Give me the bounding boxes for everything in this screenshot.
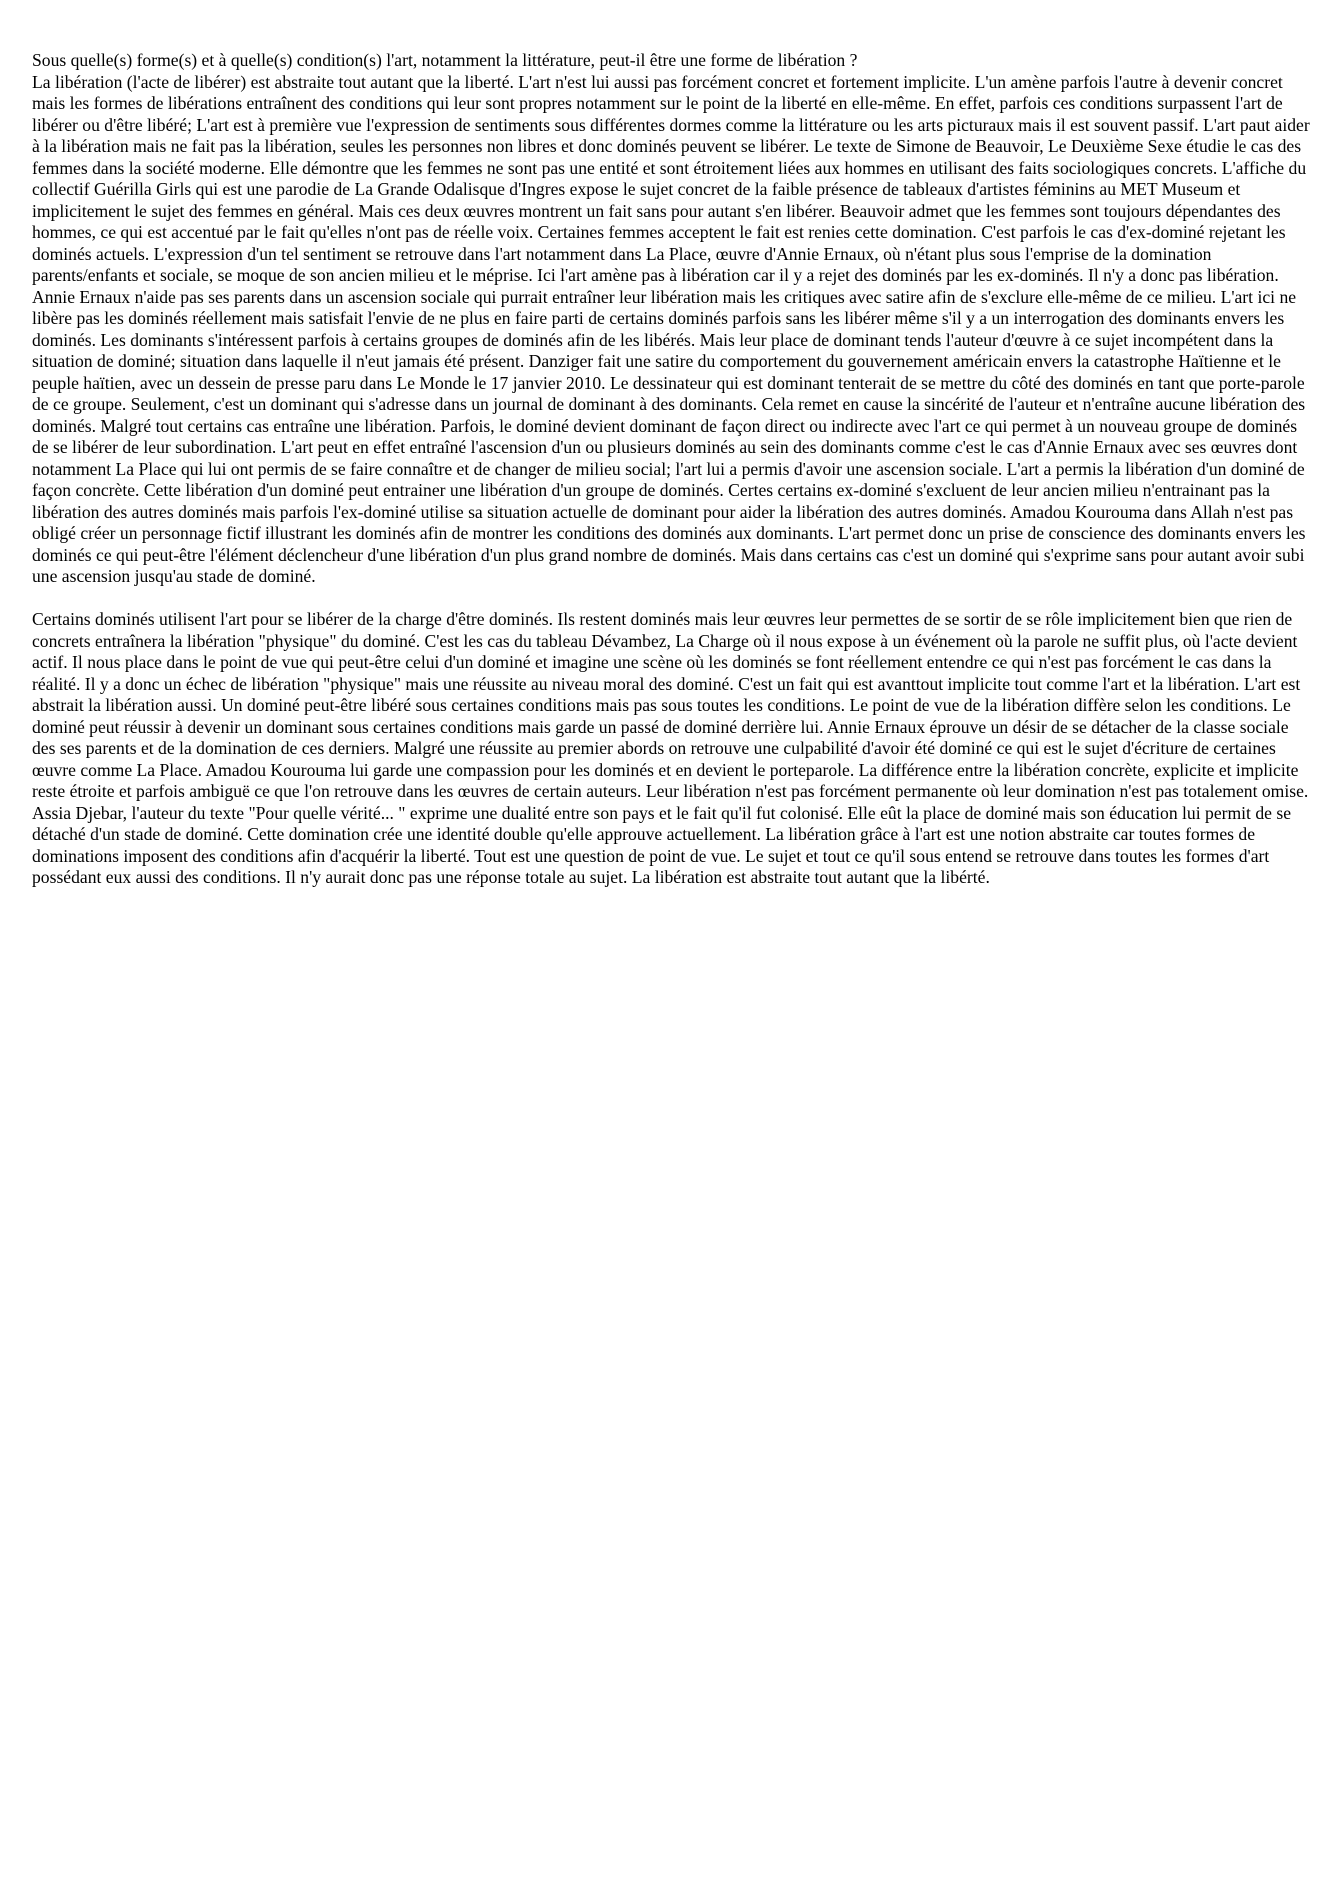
- essay-paragraph-1: La libération (l'acte de libérer) est abstraite tout autant que la liberté. L'art n'est lui aussi pas forcément concret et fortement implicite. L'un amène parfois l'autre à devenir concret mais les formes de libérations entraînent des conditions qui leur sont propres notamment sur le point de la liberté en elle-même. En effet, parfois ces conditions surpassent l'art de libérer ou d'être libéré; L'art est à première vue l'expression de sentiments sous différentes dormes comme la littérature ou les arts picturaux mais il est souvent passif. L'art paut aider à la libération mais ne fait pas la libération, seules les personnes non libres et donc dominés peuvent se libérer. Le texte de Simone de Beauvoir, Le Deuxième Sexe étudie le cas des femmes dans la société moderne. Elle démontre que les femmes ne sont pas une entité et sont étroitement liées aux hommes en utilisant des faits sociologiques concrets. L'affiche du collectif Guérilla Girls qui est une parodie de La Grande Odalisque d'Ingres expose le sujet concret de la faible présence de tableaux d'artistes féminins au MET Museum et implicitement le sujet des femmes en général. Mais ces deux œuvres montrent un fait sans pour autant s'en libérer. Beauvoir admet que les femmes sont toujours dépendantes des hommes, ce qui est accentué par le fait qu'elles n'ont pas de réelle voix. Certaines femmes acceptent le fait est renies cette domination. C'est parfois le cas d'ex-dominé rejetant les dominés actuels. L'expression d'un tel sentiment se retrouve dans l'art notamment dans La Place, œuvre d'Annie Ernaux, où n'étant plus sous l'emprise de la domination parents/enfants et sociale, se moque de son ancien milieu et le méprise. Ici l'art amène pas à libération car il y a rejet des dominés par les ex-dominés. Il n'y a donc pas libération. Annie Ernaux n'aide pas ses parents dans un ascension sociale qui purrait entraîner leur libération mais les critiques avec satire afin de s'exclure elle-même de ce milieu. L'art ici ne libère pas les dominés réellement mais satisfait l'envie de ne plus en faire parti de certains dominés parfois sans les libérer même s'il y a un interrogation des dominants envers les dominés. Les dominants s'intéressent parfois à certains groupes de dominés afin de les libérés. Mais leur place de dominant tends l'auteur d'œuvre à ce sujet incompétent dans la situation de dominé; situation dans laquelle il n'eut jamais été présent. Danziger fait une satire du comportement du gouvernement américain envers la catastrophe Haïtienne et le peuple haïtien, avec un dessein de presse paru dans Le Monde le 17 janvier 2010. Le dessinateur qui est dominant tenterait de se mettre du côté des dominés en tant que porte-parole de ce groupe. Seulement, c'est un dominant qui s'adresse dans un journal de dominant à des dominants. Cela remet en cause la sincérité de l'auteur et n'entraîne aucune libération des dominés. Malgré tout certains cas entraîne une libération. Parfois, le dominé devient dominant de façon direct ou indirecte avec l'art ce qui permet à un nouveau groupe de dominés de se libérer de leur subordination. L'art peut en effet entraîné l'ascension d'un ou plusieurs dominés au sein des dominants comme c'est le cas d'Annie Ernaux avec ses œuvres dont notamment La Place qui lui ont permis de se faire connaître et de changer de milieu social; l'art lui a permis d'avoir une ascension sociale. L'art a permis la libération d'un dominé de façon concrète. Cette libération d'un dominé peut entrainer une libération d'un groupe de dominés. Certes certains ex-dominé s'excluent de leur ancien milieu n'entrainant pas la libération des autres dominés mais parfois l'ex-dominé utilise sa situation actuelle de dominant pour aider la libération des autres dominés. Amadou Kourouma dans Allah n'est pas obligé créer un personnage fictif illustrant les dominés afin de montrer les conditions des dominés aux dominants. L'art permet donc un prise de conscience des dominants envers les dominés ce qui peut-être l'élément déclencheur d'une libération d'un plus grand nombre de dominés. Mais dans certains cas c'est un dominé qui s'exprime sans pour autant avoir subi une ascension jusqu'au stade de dominé.: [32, 71, 1310, 586]
- document-page: [32, 50, 1314, 889]
- essay-paragraph-2: Certains dominés utilisent l'art pour se libérer de la charge d'être dominés. Ils restent dominés mais leur œuvres leur permettes de se sortir de se rôle implicitement bien que rien de concrets entraînera la libération "physique" du dominé. C'est les cas du tableau Dévambez, La Charge où il nous expose à un événement où la parole ne suffit plus, où l'acte devient actif. Il nous place dans le point de vue qui peut-être celui d'un dominé et imagine une scène où les dominés se font réellement entendre ce qui n'est pas forcément le cas dans la réalité. Il y a donc un échec de libération "physique" mais une réussite au niveau moral des dominé. C'est un fait qui est avanttout implicite tout comme l'art et la libération. L'art est abstrait la libération aussi. Un dominé peut-être libéré sous certaines conditions mais pas sous toutes les conditions. Le point de vue de la libération diffère selon les conditions. Le dominé peut réussir à devenir un dominant sous certaines conditions mais garde un passé de dominé derrière lui. Annie Ernaux éprouve un désir de se détacher de la classe sociale des ses parents et de la domination de ces derniers. Malgré une réussite au premier abords on retrouve une culpabilité d'avoir été dominé ce qui est le sujet d'écriture de certaines œuvre comme La Place. Amadou Kourouma lui garde une compassion pour les dominés et en devient le porteparole. La différence entre la libération concrète, explicite et implicite reste étroite et parfois ambiguë ce que l'on retrouve dans les œuvres de certain auteurs. Leur libération n'est pas forcément permanente où leur domination n'est pas totalement omise. Assia Djebar, l'auteur du texte "Pour quelle vérité... " exprime une dualité entre son pays et le fait qu'il fut colonisé. Elle eût la place de dominé mais son éducation lui permit de se détaché d'un stade de dominé. Cette domination crée une identité double qu'elle approuve actuellement. La libération grâce à l'art est une notion abstraite car toutes formes de dominations imposent des conditions afin d'acquérir la liberté. Tout est une question de point de vue. Le sujet et tout ce qu'il sous entend se retrouve dans toutes les formes d'art possédant eux aussi des conditions. Il n'y aurait donc pas une réponse totale au sujet. La libération est abstraite tout autant que la libérté.: [32, 609, 1309, 887]
- essay-question: Sous quelle(s) forme(s) et à quelle(s) condition(s) l'art, notamment la littérature, peut-il être une forme de libération ?: [32, 50, 858, 70]
